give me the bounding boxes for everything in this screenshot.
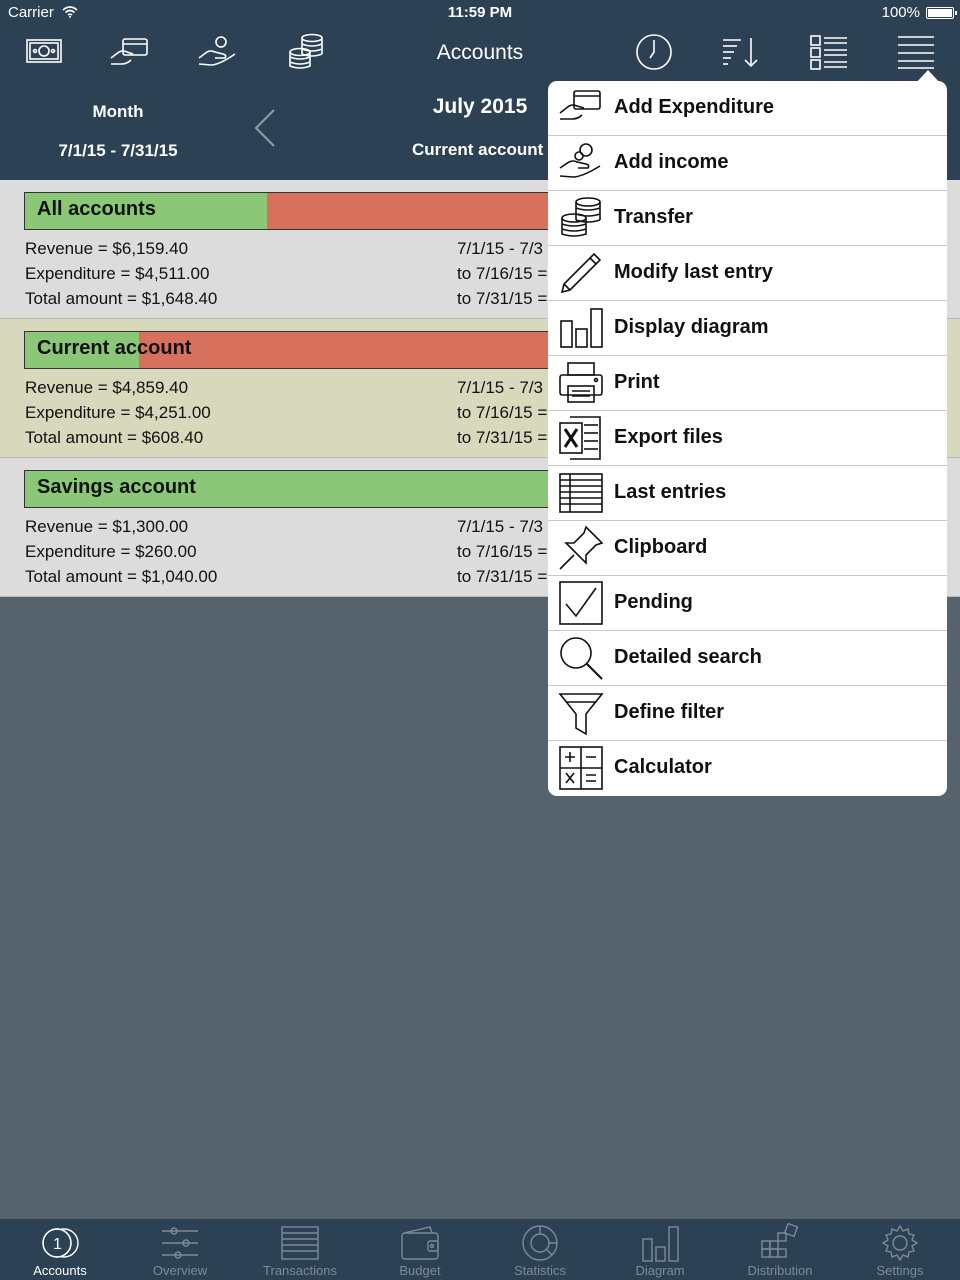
menu-item-label: Define filter (614, 701, 725, 723)
pencil-icon (558, 250, 604, 296)
menu-item-label: Pending (614, 591, 693, 613)
tab-distribution[interactable] (720, 1219, 840, 1280)
menu-item-clipboard[interactable] (548, 521, 947, 576)
date-range-text: 7/1/15 - 7/3 (457, 517, 544, 536)
pie-icon (520, 1223, 560, 1263)
menu-item-display-diagram[interactable] (548, 301, 947, 356)
calculator-icon (558, 745, 604, 791)
pin-icon (558, 525, 604, 571)
tab-label: Settings (876, 1263, 924, 1278)
account-subtitle: Current account (412, 140, 544, 159)
carrier-label: Carrier (8, 4, 54, 21)
month-title: July 2015 (432, 95, 528, 118)
menu-item-modify-last-entry[interactable] (548, 246, 947, 301)
card-payment-icon (558, 85, 604, 131)
total-text: Total amount = $1,648.40 (25, 289, 218, 308)
total-text: Total amount = $608.40 (25, 428, 204, 447)
date-end-text: to 7/31/15 = (457, 567, 548, 586)
menu-item-last-entries[interactable] (548, 466, 947, 521)
account-name: All accounts (37, 198, 156, 220)
tab-accounts[interactable] (0, 1219, 120, 1280)
coins-icon (40, 1223, 80, 1263)
menu-item-label: Add income (614, 151, 729, 173)
tab-label: Budget (399, 1263, 441, 1278)
expenditure-text: Expenditure = $4,251.00 (25, 403, 211, 422)
tab-label: Transactions (263, 1263, 337, 1278)
revenue-text: Revenue = $6,159.40 (25, 239, 189, 258)
magnifier-icon (558, 635, 604, 681)
menu-item-label: Display diagram (614, 316, 769, 338)
svg-text:1: 1 (53, 1236, 62, 1253)
wallet-icon (400, 1223, 440, 1263)
menu-item-print[interactable] (548, 356, 947, 411)
grid-icon (760, 1223, 800, 1263)
menu-item-label: Modify last entry (614, 261, 773, 283)
menu-item-label: Transfer (614, 206, 693, 228)
menu-item-detailed-search[interactable] (548, 631, 947, 686)
menu-item-export-files[interactable] (548, 411, 947, 466)
income-hand-icon (558, 140, 604, 186)
tab-bar (0, 1219, 960, 1280)
expenditure-text: Expenditure = $260.00 (25, 542, 197, 561)
total-text: Total amount = $1,040.00 (25, 567, 218, 586)
sort-icon[interactable] (718, 32, 762, 72)
menu-item-pending[interactable] (548, 576, 947, 631)
tab-label: Diagram (635, 1263, 685, 1278)
funnel-icon (558, 690, 604, 736)
revenue-text: Revenue = $1,300.00 (25, 517, 189, 536)
tab-label: Statistics (513, 1263, 566, 1278)
date-end-text: to 7/31/15 = (457, 289, 548, 308)
period-range-label[interactable]: 7/1/15 - 7/31/15 (58, 141, 178, 160)
table-icon (280, 1223, 320, 1263)
menu-item-add-income[interactable] (548, 136, 947, 191)
menu-item-label: Detailed search (614, 646, 762, 668)
battery-icon (926, 7, 954, 19)
menu-item-label: Calculator (614, 756, 712, 778)
date-range-text: 7/1/15 - 7/3 (457, 239, 544, 258)
date-mid-text: to 7/16/15 = (457, 403, 548, 422)
menu-item-calculator[interactable] (548, 741, 947, 796)
gear-icon (880, 1223, 920, 1263)
menu-item-label: Export files (614, 426, 723, 448)
actions-menu (548, 81, 947, 796)
tab-label: Accounts (33, 1263, 87, 1278)
expenditure-text: Expenditure = $4,511.00 (25, 264, 210, 283)
sliders-icon (160, 1223, 200, 1263)
bar-chart-icon (640, 1223, 680, 1263)
checkbox-icon (558, 580, 604, 626)
cash-icon[interactable] (22, 32, 66, 72)
battery-label: 100% (881, 4, 920, 21)
date-mid-text: to 7/16/15 = (457, 542, 548, 561)
tab-budget[interactable] (360, 1219, 480, 1280)
clock-icon[interactable] (632, 32, 676, 72)
page-title: Accounts (436, 41, 524, 64)
excel-icon (558, 415, 604, 461)
date-range-text: 7/1/15 - 7/3 (457, 378, 544, 397)
period-type-label[interactable]: Month (92, 102, 144, 121)
menu-item-label: Clipboard (614, 536, 708, 558)
clock-label: 11:59 PM (447, 4, 513, 21)
menu-item-define-filter[interactable] (548, 686, 947, 741)
card-payment-icon[interactable] (108, 32, 152, 72)
tab-transactions[interactable] (240, 1219, 360, 1280)
tab-settings[interactable] (840, 1219, 960, 1280)
revenue-text: Revenue = $4,859.40 (25, 378, 189, 397)
tab-statistics[interactable] (480, 1219, 600, 1280)
menu-item-label: Last entries (614, 481, 727, 503)
chevron-left-icon[interactable] (252, 108, 278, 148)
coins-stack-icon[interactable] (284, 32, 328, 72)
bar-chart-icon (558, 305, 604, 351)
account-name: Current account (37, 337, 192, 359)
account-name: Savings account (37, 476, 196, 498)
menu-item-add-expenditure[interactable] (548, 81, 947, 136)
date-end-text: to 7/31/15 = (457, 428, 548, 447)
tab-label: Overview (152, 1263, 208, 1278)
menu-item-label: Print (614, 371, 660, 393)
menu-item-transfer[interactable] (548, 191, 947, 246)
table-icon (558, 470, 604, 516)
list-view-icon[interactable] (806, 32, 850, 72)
tab-diagram[interactable] (600, 1219, 720, 1280)
income-hand-icon[interactable] (196, 32, 240, 72)
date-mid-text: to 7/16/15 = (457, 264, 548, 283)
menu-icon[interactable] (894, 32, 938, 72)
coins-stack-icon (558, 195, 604, 241)
tab-overview[interactable] (120, 1219, 240, 1280)
tab-label: Distribution (747, 1263, 813, 1278)
menu-item-label: Add Expenditure (614, 96, 775, 118)
printer-icon (558, 360, 604, 406)
